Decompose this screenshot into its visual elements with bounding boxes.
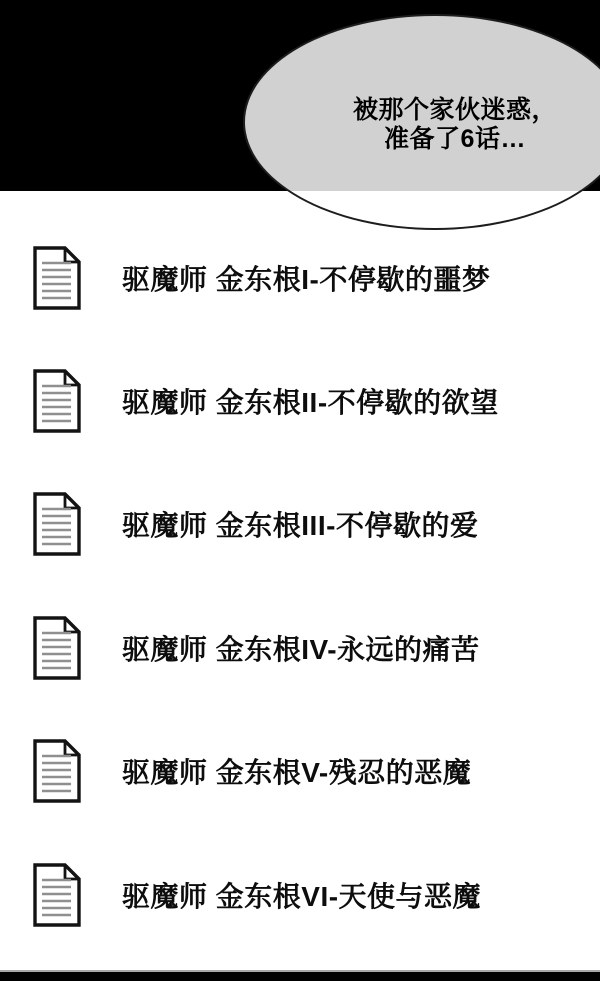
document-icon <box>32 862 82 928</box>
file-item[interactable] <box>0 586 600 709</box>
file-list <box>0 216 600 956</box>
file-item[interactable] <box>0 216 600 339</box>
document-icon <box>32 368 82 434</box>
document-icon <box>32 491 82 557</box>
bottom-black-bar <box>0 970 600 981</box>
document-icon <box>32 615 82 681</box>
file-label: 驱魔师 金东根VI-天使与恶魔 <box>122 880 482 912</box>
document-icon <box>32 245 82 311</box>
file-label: 驱魔师 金东根III-不停歇的爱 <box>122 510 479 542</box>
file-label: 驱魔师 金东根I-不停歇的噩梦 <box>122 263 491 295</box>
speech-bubble-line-2: 准备了6话… <box>384 125 526 153</box>
file-label: 驱魔师 金东根V-残忍的恶魔 <box>122 757 472 789</box>
file-item[interactable] <box>0 833 600 956</box>
file-item[interactable] <box>0 339 600 462</box>
speech-bubble-line-1: 被那个家伙迷惑， <box>352 96 557 124</box>
document-icon <box>32 738 82 804</box>
file-label: 驱魔师 金东根IV-永远的痛苦 <box>122 633 480 665</box>
file-item[interactable] <box>0 463 600 586</box>
speech-bubble-text <box>310 96 600 154</box>
file-label: 驱魔师 金东根II-不停歇的欲望 <box>122 387 499 419</box>
file-item[interactable] <box>0 710 600 833</box>
